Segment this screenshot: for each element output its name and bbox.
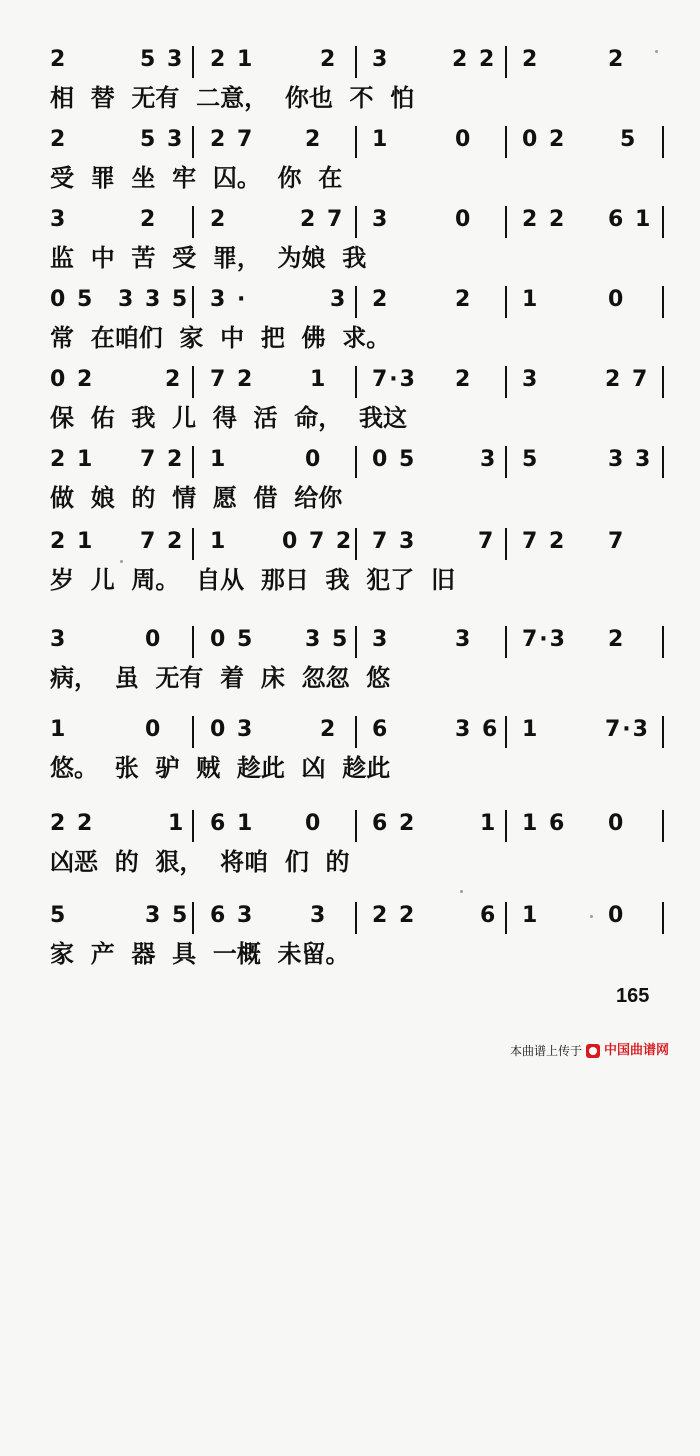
barline: [192, 446, 194, 478]
scan-speck: [120, 560, 123, 563]
note: 2: [140, 207, 158, 232]
note: 0 2: [522, 127, 567, 152]
note: 2 1: [210, 47, 255, 72]
barline: [505, 716, 507, 748]
note: 0: [145, 627, 163, 652]
note: 0: [608, 287, 626, 312]
scan-speck: [655, 50, 658, 53]
notation-line: [0, 804, 700, 844]
barline: [662, 446, 664, 478]
notation-line: [0, 40, 700, 80]
notation-line: [0, 280, 700, 320]
note: 2 2: [372, 903, 417, 928]
barline: [192, 810, 194, 842]
barline: [192, 528, 194, 560]
note: 2 2: [452, 47, 497, 72]
note: 2: [320, 47, 338, 72]
note: 3: [50, 627, 68, 652]
note: 7: [608, 529, 626, 554]
note: 2: [165, 367, 183, 392]
note: 3 6: [455, 717, 500, 742]
barline: [192, 902, 194, 934]
barline: [192, 126, 194, 158]
note: 0: [455, 207, 473, 232]
barline: [355, 366, 357, 398]
footer-uploaded-text: 本曲谱上传于: [510, 1044, 583, 1058]
notation-line: [0, 896, 700, 936]
site-logo-icon: [586, 1044, 600, 1058]
note: 3 3 5: [118, 287, 190, 312]
lyrics-line: [0, 78, 700, 118]
barline: [355, 126, 357, 158]
note: 3 ·: [210, 287, 248, 312]
note: 2: [305, 127, 323, 152]
barline: [662, 902, 664, 934]
barline: [662, 366, 664, 398]
notation-line: [0, 200, 700, 240]
barline: [355, 902, 357, 934]
note: 5 3: [140, 127, 185, 152]
note: 1: [372, 127, 390, 152]
note: 7 2: [140, 447, 185, 472]
lyric-text: 做 娘 的 情 愿 借 给你: [50, 483, 343, 512]
scan-speck: [590, 915, 593, 918]
footer-watermark: [510, 1040, 695, 1062]
lyrics-line: [0, 658, 700, 698]
barline: [355, 716, 357, 748]
lyrics-line: [0, 560, 700, 600]
barline: [355, 286, 357, 318]
barline: [192, 626, 194, 658]
note: 7·3: [605, 717, 650, 742]
note: 0 3: [210, 717, 255, 742]
note: 3 5: [305, 627, 350, 652]
lyrics-line: [0, 934, 700, 974]
lyric-text: 病， 虽 无有 着 床 忽忽 悠: [50, 663, 391, 692]
note: 3: [330, 287, 348, 312]
notation-line: [0, 440, 700, 480]
note: 3: [310, 903, 328, 928]
lyrics-line: [0, 318, 700, 358]
lyrics-line: [0, 398, 700, 438]
scan-speck: [460, 890, 463, 893]
barline: [505, 446, 507, 478]
note: 6 3: [210, 903, 255, 928]
note: 7 2: [140, 529, 185, 554]
lyric-text: 保 佑 我 儿 得 活 命， 我这: [50, 403, 407, 432]
barline: [662, 286, 664, 318]
note: 1: [168, 811, 186, 836]
note: 5: [522, 447, 540, 472]
barline: [505, 902, 507, 934]
note: 0 7 2: [282, 529, 354, 554]
note: 3: [522, 367, 540, 392]
note: 6 1: [210, 811, 255, 836]
barline: [662, 206, 664, 238]
barline: [505, 206, 507, 238]
note: 3 5: [145, 903, 190, 928]
note: 3: [372, 47, 390, 72]
barline: [355, 528, 357, 560]
note: 0 5: [210, 627, 255, 652]
lyrics-line: [0, 748, 700, 788]
lyrics-line: [0, 478, 700, 518]
note: 7: [478, 529, 496, 554]
note: 7 3: [372, 529, 417, 554]
note: 0: [608, 903, 626, 928]
barline: [505, 810, 507, 842]
note: 0 5: [50, 287, 95, 312]
note: 2 7: [210, 127, 255, 152]
note: 1: [522, 287, 540, 312]
lyric-text: 受 罪 坐 牢 囚。 你 在: [50, 163, 343, 192]
barline: [662, 626, 664, 658]
barline: [192, 716, 194, 748]
lyrics-line: [0, 238, 700, 278]
lyric-text: 凶恶 的 狠， 将咱 们 的: [50, 847, 350, 876]
page-number: 165: [616, 985, 650, 1007]
barline: [192, 46, 194, 78]
note: 0 5: [372, 447, 417, 472]
lyrics-line: [0, 158, 700, 198]
barline: [355, 446, 357, 478]
note: 1: [480, 811, 498, 836]
note: 1: [522, 903, 540, 928]
note: 5: [620, 127, 638, 152]
lyric-text: 家 产 器 具 一概 未留。: [50, 939, 350, 968]
notation-line: [0, 522, 700, 562]
barline: [505, 286, 507, 318]
note: 2: [320, 717, 338, 742]
lyric-text: 悠。 张 驴 贼 趁此 凶 趁此: [50, 753, 391, 782]
note: 0 2: [50, 367, 95, 392]
note: 2 7: [605, 367, 650, 392]
note: 2: [50, 127, 68, 152]
notation-line: [0, 360, 700, 400]
barline: [192, 366, 194, 398]
lyric-text: 相 替 无有 二意， 你也 不 怕: [50, 83, 415, 112]
note: 7·3: [522, 627, 567, 652]
notation-line: [0, 710, 700, 750]
footer-site-name: 中国曲谱网: [604, 1043, 670, 1058]
note: 6 2: [372, 811, 417, 836]
note: 1: [522, 717, 540, 742]
note: 2: [455, 287, 473, 312]
note: 0: [145, 717, 163, 742]
barline: [355, 626, 357, 658]
note: 0: [305, 811, 323, 836]
note: 2 2: [50, 811, 95, 836]
barline: [355, 206, 357, 238]
note: 0: [455, 127, 473, 152]
note: 2: [522, 47, 540, 72]
lyric-text: 监 中 苦 受 罪， 为娘 我: [50, 243, 367, 272]
note: 2: [210, 207, 228, 232]
note: 3: [372, 627, 390, 652]
note: 3: [480, 447, 498, 472]
note: 5: [50, 903, 68, 928]
note: 2: [608, 47, 626, 72]
note: 6 1: [608, 207, 653, 232]
barline: [662, 810, 664, 842]
note: 3 3: [608, 447, 653, 472]
note: 3: [372, 207, 390, 232]
barline: [662, 716, 664, 748]
note: 7 2: [522, 529, 567, 554]
note: 7 2: [210, 367, 255, 392]
note: 1: [210, 529, 228, 554]
barline: [505, 46, 507, 78]
note: 1: [310, 367, 328, 392]
barline: [192, 286, 194, 318]
barline: [505, 528, 507, 560]
barline: [192, 206, 194, 238]
note: 2 1: [50, 529, 95, 554]
note: 5 3: [140, 47, 185, 72]
note: 2: [608, 627, 626, 652]
barline: [505, 626, 507, 658]
note: 1 6: [522, 811, 567, 836]
note: 2: [50, 47, 68, 72]
note: 2: [455, 367, 473, 392]
note: 2: [372, 287, 390, 312]
barline: [505, 126, 507, 158]
note: 6: [372, 717, 390, 742]
note: 1: [210, 447, 228, 472]
note: 3: [50, 207, 68, 232]
lyrics-line: [0, 842, 700, 882]
note: 0: [608, 811, 626, 836]
note: 1: [50, 717, 68, 742]
note: 2 7: [300, 207, 345, 232]
barline: [662, 126, 664, 158]
note: 7·3: [372, 367, 417, 392]
notation-line: [0, 620, 700, 660]
lyric-text: 岁 儿 周。 自从 那日 我 犯了 旧: [50, 565, 455, 594]
note: 0: [305, 447, 323, 472]
barline: [355, 810, 357, 842]
notation-line: [0, 120, 700, 160]
lyric-text: 常 在咱们 家 中 把 佛 求。: [50, 323, 391, 352]
note: 3: [455, 627, 473, 652]
barline: [505, 366, 507, 398]
note: 2 1: [50, 447, 95, 472]
note: 2 2: [522, 207, 567, 232]
barline: [355, 46, 357, 78]
note: 6: [480, 903, 498, 928]
